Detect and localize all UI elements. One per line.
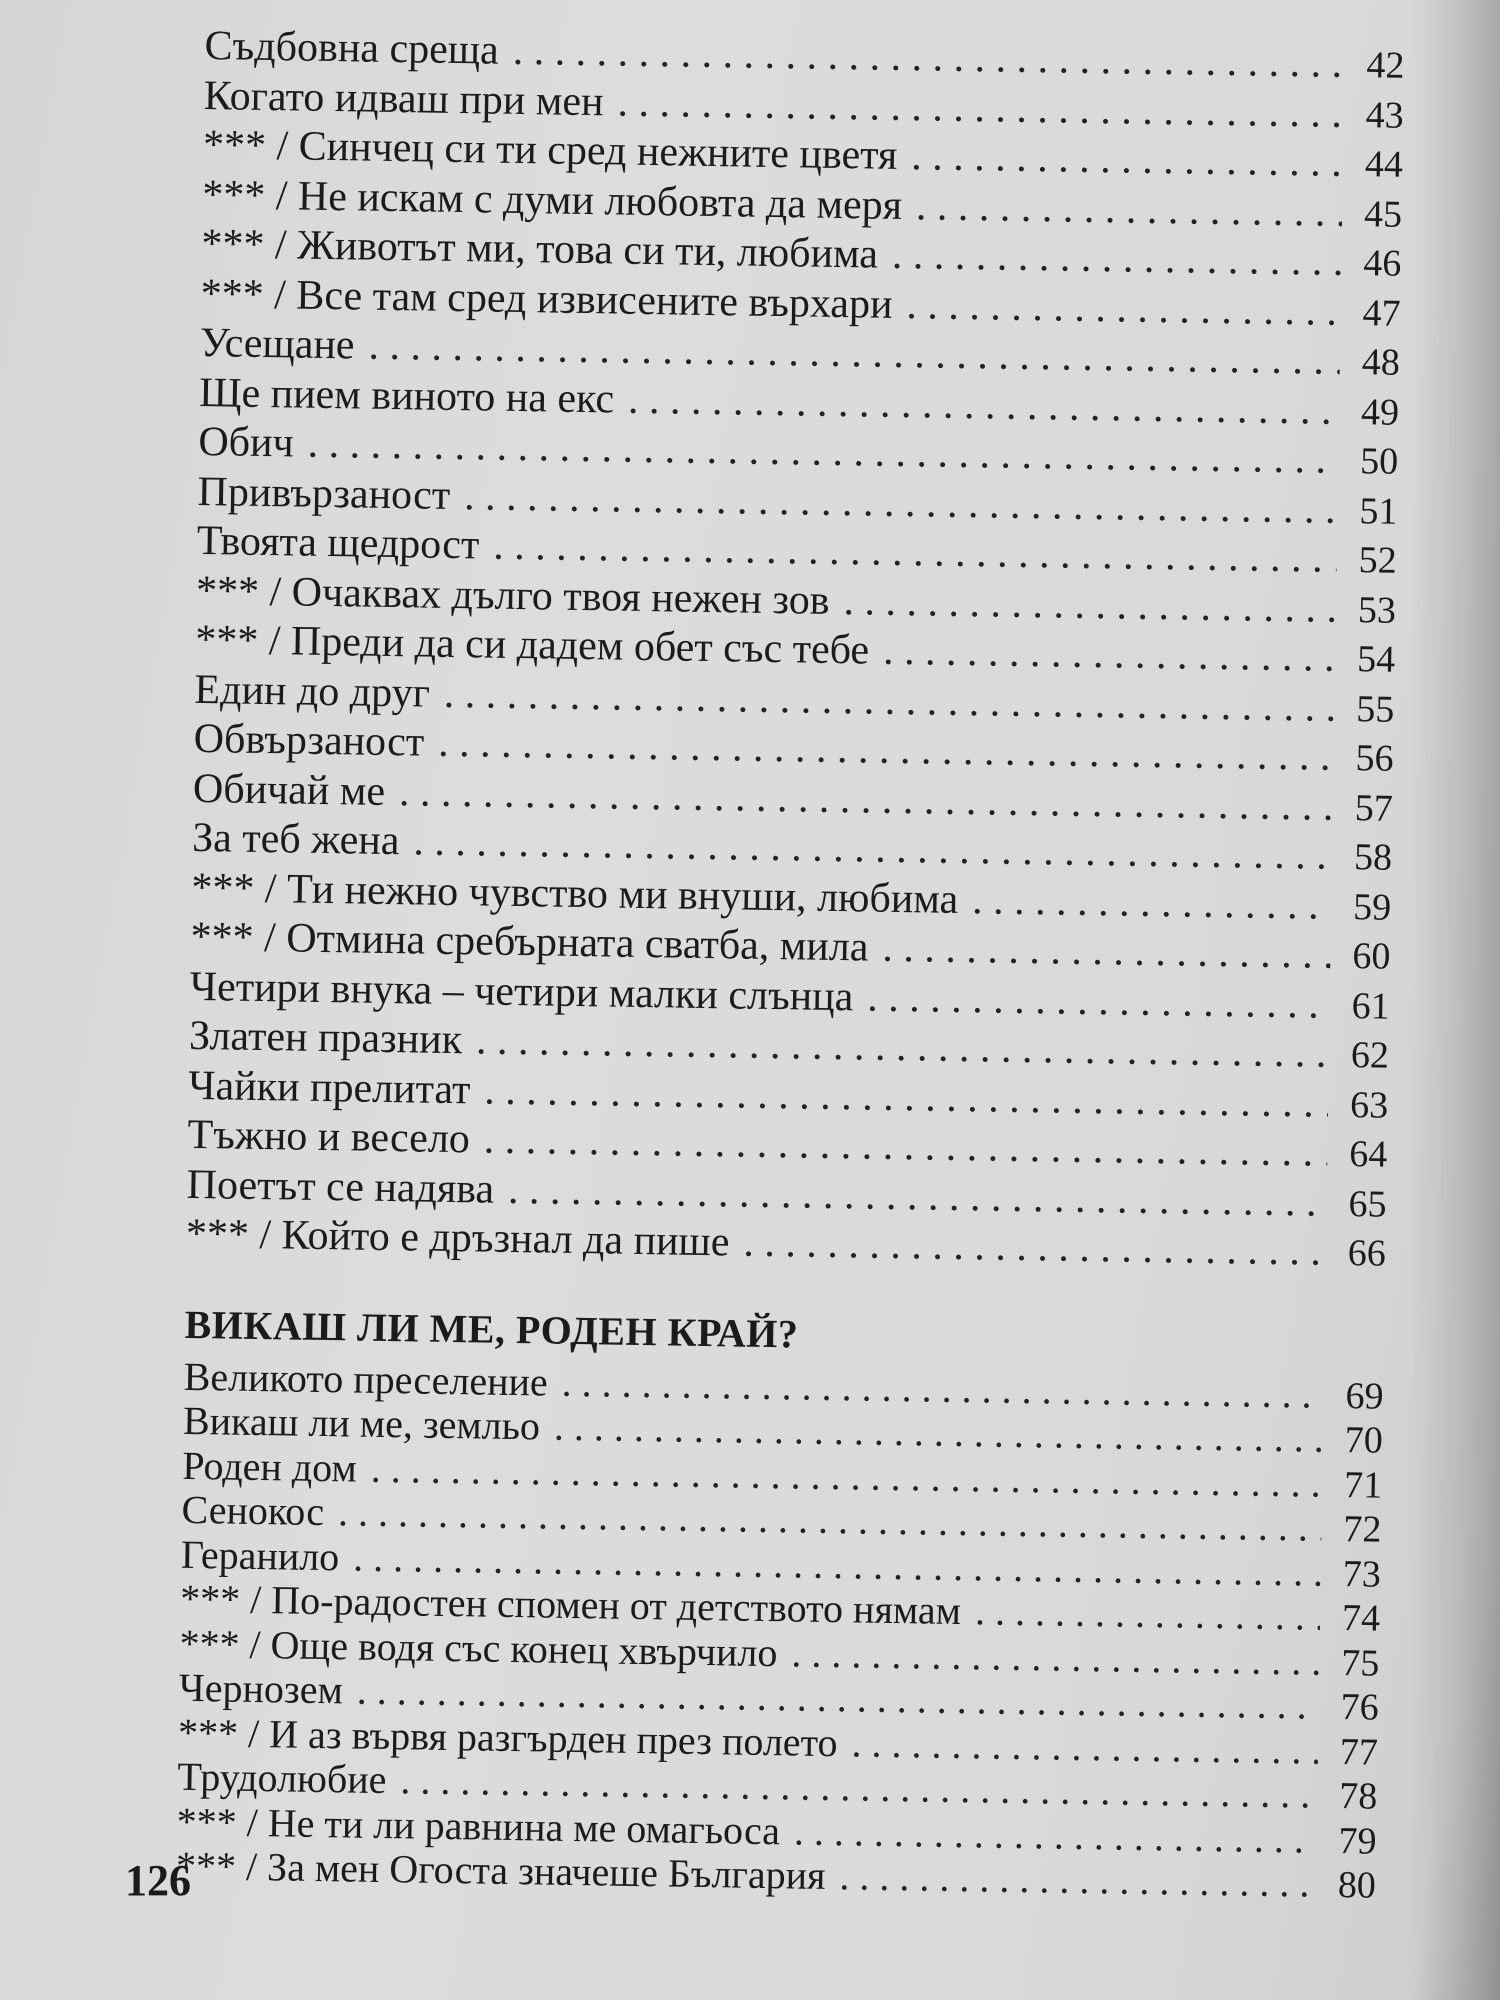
entry-page: 43 [1365,93,1405,137]
entry-page: 79 [1338,1819,1377,1863]
entry-page: 64 [1349,1133,1388,1176]
entry-title: *** / За мен Огоста значеше България [175,1842,826,1898]
dot-leader [882,924,1331,981]
entry-page: 71 [1343,1463,1383,1507]
entry-page: 75 [1341,1641,1380,1685]
entry-title: Златен празник [188,1012,463,1064]
entry-page: 62 [1350,1034,1390,1077]
entry-page: 72 [1343,1508,1382,1551]
entry-page: 73 [1342,1552,1382,1596]
entry-title: *** / Не ти ли равнина ме омагьоса [176,1798,781,1853]
entry-page: 44 [1364,143,1404,186]
entry-page: 66 [1347,1232,1387,1275]
entry-page: 70 [1344,1419,1384,1462]
entry-title: *** / Не искам с думи любовта да меря [201,171,903,229]
entry-title: *** / Още водя със конец хвърчило [179,1620,778,1675]
entry-title: Усещане [199,319,355,369]
dot-leader [916,182,1343,238]
dot-leader [843,577,1336,634]
entry-page: 57 [1354,786,1394,830]
entry-title: *** / И аз вървя разгърден през полето [177,1709,838,1765]
dot-leader [906,281,1341,337]
dot-leader [851,1721,1318,1773]
entry-title: *** / Все там сред извисените върхари [200,270,893,328]
entry-title: Когато идваш при мен [203,72,604,125]
entry-title: *** / Който е дръзнал да пише [185,1210,730,1266]
dot-leader [911,132,1343,188]
entry-page: 49 [1360,390,1400,434]
dot-leader [867,973,1330,1030]
entry-title: Обичай ме [192,765,386,815]
entry-page: 53 [1357,588,1397,632]
entry-title: Твоята щедрост [196,517,480,569]
entry-page: 48 [1361,341,1401,384]
entry-title: Поетът се надява [186,1161,495,1213]
entry-page: 51 [1359,489,1398,533]
entry-page: 55 [1356,687,1395,731]
entry-title: *** / Преди да си дадем обет със тебе [194,616,870,674]
entry-title: Обвързаност [193,715,425,766]
entry-title: За теб жена [191,814,400,865]
entry-title: Привързаност [197,468,451,519]
dot-leader [743,1219,1326,1278]
dot-leader [972,876,1332,931]
entry-page: 54 [1356,638,1396,681]
entry-title: Трудолюбие [177,1753,387,1803]
entry-title: Съдбовна среща [204,22,500,74]
entry-title: Великото преселение [183,1353,549,1405]
entry-page: 42 [1366,44,1405,87]
toc-section-1 [186,22,1405,1278]
dot-leader [975,1589,1321,1639]
page-edge-shadow [1410,0,1500,2000]
entry-title: Един до друг [194,666,431,717]
entry-page: 80 [1337,1864,1377,1907]
entry-page: 65 [1348,1182,1387,1226]
entry-title: *** / Ти нежно чувство ми внуши, любима [191,864,959,923]
dot-leader [839,1854,1316,1906]
entry-page: 61 [1351,984,1391,1028]
entry-title: *** / Отмина сребърната сватба, мила [190,913,869,971]
entry-page: 47 [1362,291,1401,335]
section-heading: ВИКАШ ЛИ МЕ, РОДЕН КРАЙ? [184,1301,799,1356]
entry-page: 63 [1349,1083,1389,1127]
entry-title: Четири внука – четири малки слънца [189,963,854,1020]
table-of-contents [176,22,1405,1907]
entry-title: *** / По-радостен спомен от детството нямам [179,1575,962,1634]
dot-leader [892,231,1342,288]
entry-page: 46 [1363,242,1402,285]
entry-title: Обич [198,418,295,467]
entry-page: 52 [1358,539,1398,582]
entry-page: 45 [1363,192,1403,236]
entry-title: *** / Животът ми, това си ти, любима [201,220,879,278]
entry-page: 76 [1340,1686,1379,1729]
entry-title: Чайки прелитат [187,1062,471,1113]
entry-title: Чернозем [178,1664,344,1713]
entry-page: 56 [1355,737,1394,780]
entry-page: 77 [1339,1730,1379,1774]
entry-page: 69 [1345,1374,1384,1418]
entry-page: 50 [1359,440,1399,483]
entry-title: Тъжно и весело [187,1111,471,1163]
entry-title: *** / Синчец си ти сред нежните цветя [202,121,898,179]
entry-title: Роден дом [181,1442,358,1491]
entry-title: Сенокос [181,1486,325,1535]
toc-section-2 [176,1354,1384,1907]
entry-page: 60 [1352,935,1391,978]
entry-page: 74 [1341,1597,1381,1640]
dot-leader [883,627,1336,684]
entry-title: *** / Очаквах дълго твоя нежен зов [195,567,830,624]
entry-title: Геранило [180,1531,340,1579]
entry-page: 59 [1352,885,1392,929]
entry-page: 78 [1338,1775,1378,1818]
page-number: 126 [125,1856,191,1905]
entry-title: Викаш ли ме, земльо [182,1397,541,1449]
entry-title: Ще пием виното на екс [198,369,615,422]
entry-page: 58 [1353,836,1393,879]
